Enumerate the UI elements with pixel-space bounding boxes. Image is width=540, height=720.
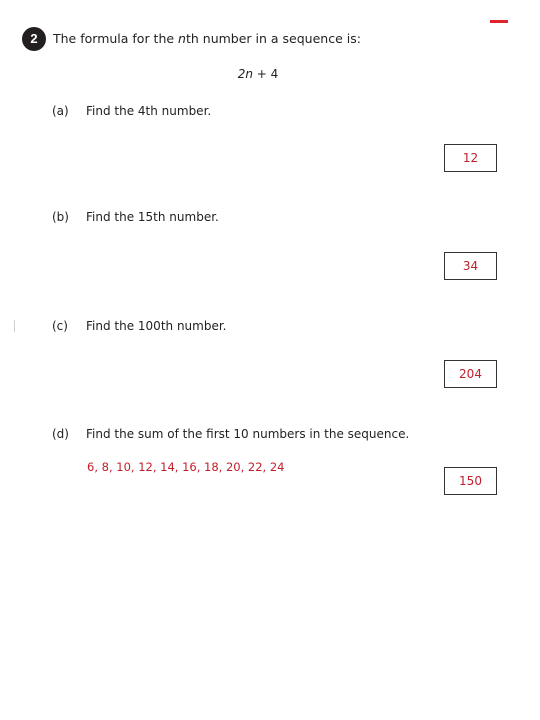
part-a-answer-box[interactable]: 12	[444, 144, 497, 172]
question-stem	[53, 31, 361, 46]
part-c-prompt: Find the 100th number.	[86, 319, 227, 333]
part-d-label: (d)	[52, 427, 69, 441]
question-stem-start: The formula for the	[53, 31, 179, 46]
margin-tick-mark	[14, 320, 15, 332]
part-c-label: (c)	[52, 319, 68, 333]
part-d-working: 6, 8, 10, 12, 14, 16, 18, 20, 22, 24	[87, 460, 285, 474]
sequence-formula	[0, 67, 516, 81]
part-b-label: (b)	[52, 210, 69, 224]
question-stem-end: th number in a sequence is:	[185, 31, 361, 46]
formula-term: 2n	[237, 67, 253, 81]
part-d-answer-box[interactable]: 150	[444, 467, 497, 495]
part-b-answer-box[interactable]: 34	[444, 252, 497, 280]
part-d-prompt: Find the sum of the first 10 numbers in the sequence.	[86, 427, 410, 441]
corner-accent-mark	[490, 20, 508, 23]
part-b-prompt: Find the 15th number.	[86, 210, 219, 224]
part-c-answer-box[interactable]: 204	[444, 360, 497, 388]
part-a-prompt: Find the 4th number.	[86, 104, 212, 118]
question-stem-variable: n	[178, 31, 186, 46]
formula-constant: + 4	[252, 67, 279, 81]
question-number-badge: 2	[22, 27, 46, 51]
part-a-label: (a)	[52, 104, 69, 118]
